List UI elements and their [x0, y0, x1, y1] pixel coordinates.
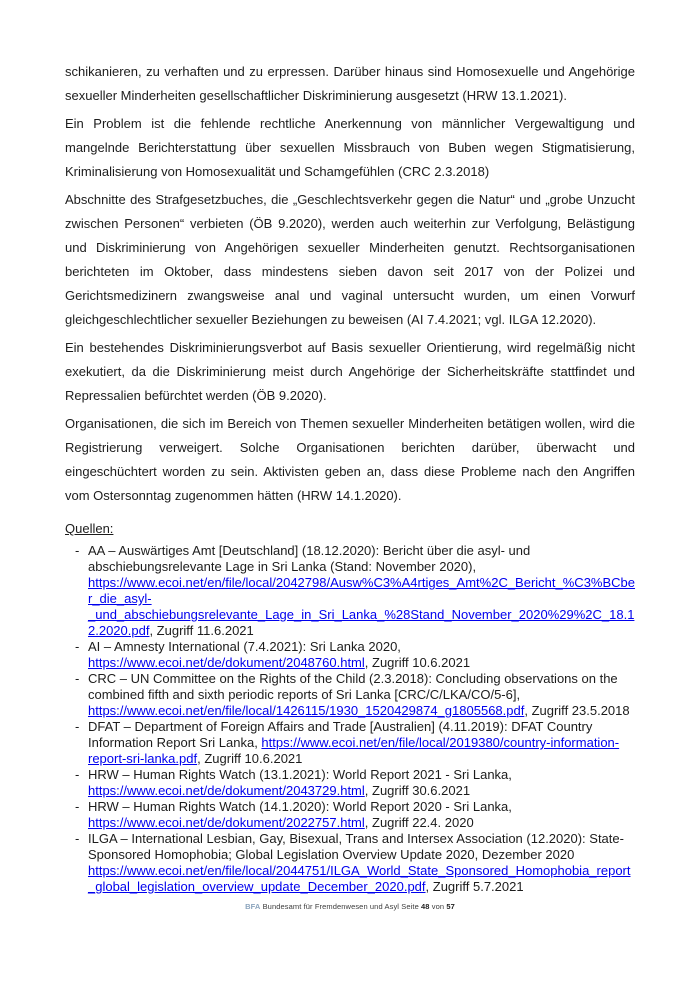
footer-page-total: 57	[446, 902, 455, 911]
source-text: , Zugriff 30.6.2021	[364, 783, 471, 798]
source-item	[65, 639, 635, 671]
source-item	[65, 719, 635, 767]
body-paragraphs	[65, 60, 635, 508]
list-bullet: -	[75, 719, 80, 734]
sources-heading: Quellen:	[65, 521, 114, 536]
source-text: , Zugriff 10.6.2021	[364, 655, 471, 670]
paragraph: Ein bestehendes Diskriminierungsverbot auf Basis sexueller Orientierung, wird regelmäßig nicht exekutiert, da die Diskriminierung meist durch Angehörige der Sicherheitskräfte stattfindet und Repressalien befürchtet werden (ÖB 9.2020).	[65, 340, 635, 403]
paragraph: Abschnitte des Strafgesetzbuches, die „Geschlechtsverkehr gegen die Natur“ und „grobe Unzucht zwischen Personen“ verbieten (ÖB 9.2020), werden auch weiterhin zur Verfolgung, Belästigung und Diskriminierung von Angehörigen sexueller Minderheiten genutzt. Rechtsorganisationen berichteten im Oktober, dass mindestens sieben davon seit 2017 von der Polizei und Gerichtsmedizinern zwangsweise anal und vaginal untersucht wurden, um einen Vorwurf gleichgeschlechtlicher sexueller Beziehungen zu beweisen (AI 7.4.2021; vgl. ILGA 12.2020).	[65, 192, 635, 327]
source-text: , Zugriff 23.5.2018	[524, 703, 630, 718]
source-link[interactable]: https://www.ecoi.net/en/file/local/2044751/ILGA_World_State_Sponsored_Homophobia_report_global_legislation_overview_update_December_2020.pdf	[88, 863, 631, 894]
paragraph: Ein Problem ist die fehlende rechtliche Anerkennung von männlicher Vergewaltigung und mangelnde Berichterstattung über sexuellen Missbrauch von Buben wegen Stigmatisierung, Kriminalisierung von Homosexualität und Schamgefühlen (CRC 2.3.2018)	[65, 116, 635, 179]
source-text: HRW – Human Rights Watch (14.1.2020): World Report 2020 - Sri Lanka,	[88, 799, 512, 814]
source-text: DFAT – Department of Foreign Affairs and Trade [Australien] (4.11.2019): DFAT Country Information Report Sri Lanka,	[88, 719, 593, 750]
source-text: AI – Amnesty International (7.4.2021): Sri Lanka 2020,	[88, 639, 401, 654]
paragraph: schikanieren, zu verhaften und zu erpressen. Darüber hinaus sind Homosexuelle und Angehörige sexueller Minderheiten gesellschaftlicher Diskriminierung ausgesetzt (HRW 13.1.2021).	[65, 64, 635, 103]
source-link[interactable]: https://www.ecoi.net/de/dokument/2048760.html	[88, 655, 365, 670]
footer-of-label: von	[431, 902, 445, 911]
source-item	[65, 767, 635, 799]
source-link[interactable]: https://www.ecoi.net/de/dokument/2043729.html	[88, 783, 365, 798]
source-link[interactable]: https://www.ecoi.net/en/file/local/1426115/1930_1520429874_g1805568.pdf	[88, 703, 525, 718]
sources-list	[65, 543, 635, 895]
source-item	[65, 671, 635, 719]
source-link[interactable]: https://www.ecoi.net/de/dokument/2022757.html	[88, 815, 365, 830]
list-bullet: -	[75, 543, 80, 558]
source-link[interactable]: https://www.ecoi.net/en/file/local/2042798/Ausw%C3%A4rtiges_Amt%2C_Bericht_%C3%BCber_die_asyl-_und_abschiebungsrelevante_Lage_in_Sri_Lanka_%28Stand_November_2020%29%2C_18.12.2020.pdf	[88, 575, 636, 638]
source-text: , Zugriff 5.7.2021	[425, 879, 524, 894]
page-footer	[0, 902, 700, 912]
list-bullet: -	[75, 831, 80, 846]
list-bullet: -	[75, 799, 80, 814]
bfa-logo: BFA	[245, 902, 261, 911]
source-text: ILGA – International Lesbian, Gay, Bisexual, Trans and Intersex Association (12.2020): State-Sponsored Homophobia; Global Legislation Overview Update 2020, Dezember 2020	[88, 831, 624, 862]
paragraph: Organisationen, die sich im Bereich von Themen sexueller Minderheiten betätigen wollen, wird die Registrierung verweigert. Solche Organisationen berichten darüber, überwacht und eingeschüchtert worden zu sein. Aktivisten geben an, dass diese Probleme nach den Angriffen vom Ostersonntag zugenommen hätten (HRW 14.1.2020).	[65, 416, 635, 503]
list-bullet: -	[75, 639, 80, 654]
list-bullet: -	[75, 767, 80, 782]
source-text: , Zugriff 22.4. 2020	[364, 815, 474, 830]
source-item	[65, 831, 635, 895]
page-content	[65, 60, 635, 895]
source-text: , Zugriff 11.6.2021	[149, 623, 254, 638]
source-link[interactable]: https://www.ecoi.net/en/file/local/2019380/country-information-report-sri-lanka.pdf	[88, 735, 620, 766]
footer-page-number: 48	[421, 902, 430, 911]
source-text: HRW – Human Rights Watch (13.1.2021): World Report 2021 - Sri Lanka,	[88, 767, 512, 782]
list-bullet: -	[75, 671, 80, 686]
source-text: AA – Auswärtiges Amt [Deutschland] (18.12.2020): Bericht über die asyl- und abschiebungsrelevante Lage in Sri Lanka (Stand: November 2020),	[88, 543, 531, 574]
source-text: , Zugriff 10.6.2021	[197, 751, 303, 766]
footer-org-label: Bundesamt für Fremdenwesen und Asyl Seite	[262, 902, 419, 911]
source-item	[65, 543, 635, 639]
source-text: CRC – UN Committee on the Rights of the Child (2.3.2018): Concluding observations on the combined fifth and sixth periodic reports of Sri Lanka [CRC/C/LKA/CO/5-6],	[88, 671, 618, 702]
source-item	[65, 799, 635, 831]
